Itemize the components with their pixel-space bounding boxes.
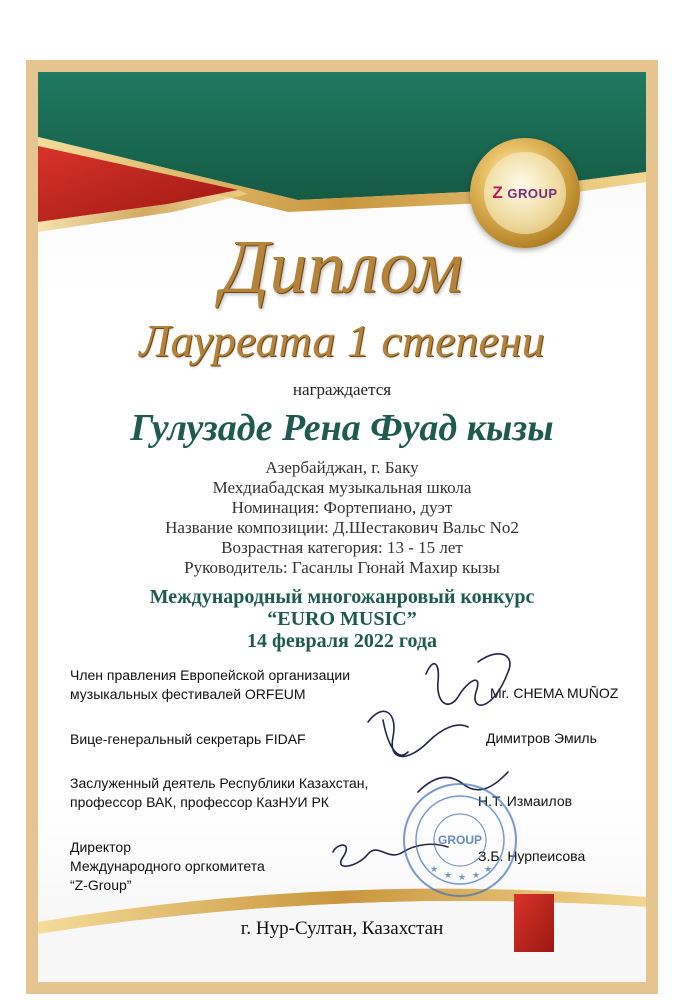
signatory-3-name: Н.Т. Измаилов <box>478 793 573 809</box>
signatory-1-name: Mr. CHEMA MUÑOZ <box>490 685 619 701</box>
signatory-3-line-2: профессор ВАК, профессор КазНУИ РК <box>70 794 329 810</box>
signatory-1-line-1: Член правления Европейской организации <box>70 667 351 683</box>
signatory-4-line-1: Директор <box>70 839 131 855</box>
diploma-frame <box>26 60 658 994</box>
svg-text:GROUP: GROUP <box>437 833 483 847</box>
contest-date: 14 февраля 2022 года <box>247 630 437 652</box>
signatory-2-line-1: Вице-генеральный секретарь FIDAF <box>70 731 306 747</box>
signatory-4-line-2: Международного оргкомитета <box>70 858 265 874</box>
seal-logo: Z GROUP <box>492 183 558 202</box>
svg-text:★: ★ <box>444 871 453 881</box>
contest-title: “EURO MUSIC” <box>267 608 417 630</box>
signatory-1-line-2: музыкальных фестивалей ORFEUM <box>70 686 306 702</box>
detail-school: Мехдиабадская музыкальная школа <box>212 478 472 497</box>
detail-composition: Название композиции: Д.Шестакович Вальс No2 <box>165 518 519 537</box>
signatory-2-name: Димитров Эмиль <box>486 730 597 746</box>
detail-age-category: Возрастная категория: 13 - 15 лет <box>221 538 463 557</box>
signatory-4-name: З.Б. Нурпеисова <box>478 848 586 864</box>
official-stamp <box>400 780 520 900</box>
contest-name: Международный многожанровый конкурс <box>149 586 535 608</box>
detail-nomination: Номинация: Фортепиано, дуэт <box>231 498 453 517</box>
signatory-4-line-3: “Z-Group” <box>70 877 132 893</box>
detail-country: Азербайджан, г. Баку <box>265 458 419 477</box>
diploma-paper <box>38 72 646 982</box>
recipient-name: Гулузаде Рена Фуад кызы <box>130 407 554 449</box>
svg-text:★: ★ <box>484 865 493 875</box>
svg-text:★: ★ <box>430 865 439 875</box>
diploma-subtitle: Лауреата 1 степени <box>139 315 545 366</box>
svg-text:★: ★ <box>458 873 467 883</box>
city-location: г. Нур-Султан, Казахстан <box>240 918 444 939</box>
svg-text:★: ★ <box>472 871 481 881</box>
diploma-title: Диплом <box>220 225 464 309</box>
signature-1 <box>426 654 510 705</box>
signature-2 <box>368 711 468 756</box>
handwritten-signatures <box>38 72 646 982</box>
signatory-3-line-1: Заслуженный деятель Республики Казахстан, <box>70 775 369 791</box>
awarded-label: награждается <box>292 380 392 399</box>
detail-teacher: Руководитель: Гасанлы Гюнай Махир кызы <box>184 558 500 577</box>
